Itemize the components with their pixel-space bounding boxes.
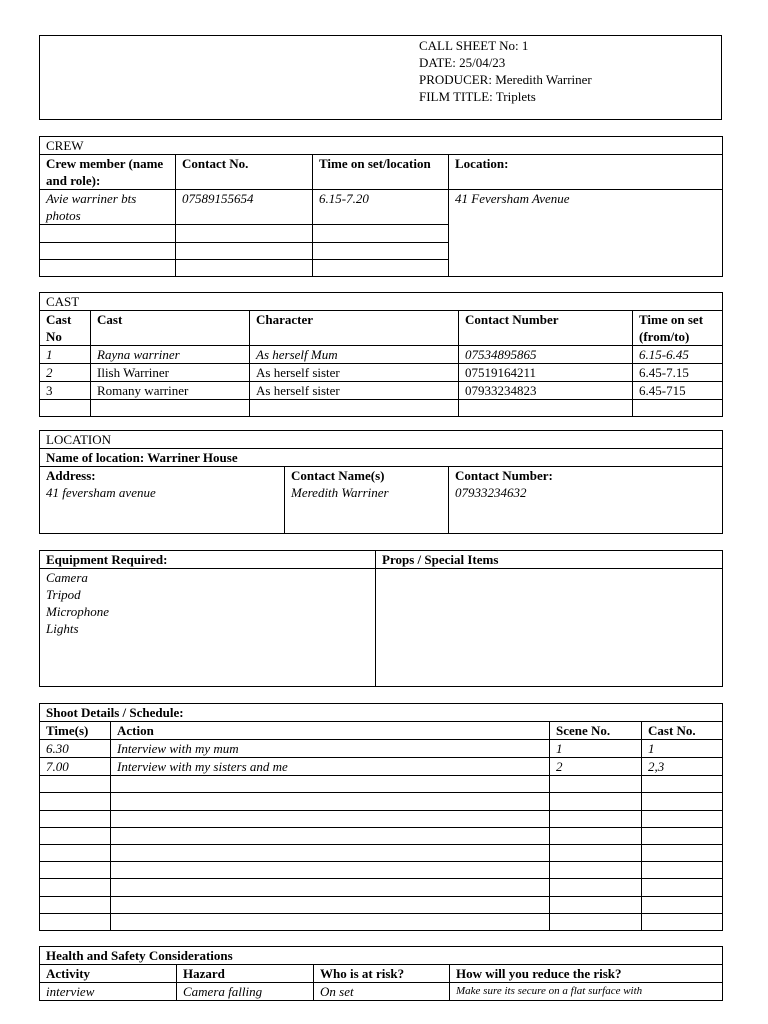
health-col-reduce: How will you reduce the risk? bbox=[450, 965, 723, 983]
schedule-time[interactable]: 7.00 bbox=[40, 758, 111, 776]
cast-empty-cell[interactable] bbox=[459, 400, 633, 417]
cast-col-no: Cast No bbox=[40, 311, 91, 346]
health-activity[interactable]: interview bbox=[40, 983, 177, 1001]
film-title: FILM TITLE: Triplets bbox=[419, 89, 536, 104]
schedule-empty-cell[interactable] bbox=[550, 776, 642, 793]
schedule-empty-cell[interactable] bbox=[550, 879, 642, 897]
schedule-title: Shoot Details / Schedule: bbox=[40, 704, 723, 722]
schedule-empty-cell[interactable] bbox=[642, 897, 723, 914]
schedule-empty-cell[interactable] bbox=[642, 828, 723, 845]
schedule-empty-cell[interactable] bbox=[550, 793, 642, 811]
date: DATE: 25/04/23 bbox=[419, 55, 506, 70]
health-title: Health and Safety Considerations bbox=[40, 947, 723, 965]
schedule-empty-cell[interactable] bbox=[40, 914, 111, 931]
schedule-empty-cell[interactable] bbox=[40, 828, 111, 845]
crew-col-member: Crew member (name and role): bbox=[40, 155, 176, 190]
cast-no[interactable]: 3 bbox=[40, 382, 91, 400]
cast-name[interactable]: Rayna warriner bbox=[91, 346, 250, 364]
contact-name-label: Contact Name(s) bbox=[291, 468, 385, 483]
crew-location[interactable]: 41 Feversham Avenue bbox=[449, 190, 723, 277]
producer: PRODUCER: Meredith Warriner bbox=[419, 72, 592, 87]
crew-empty-cell[interactable] bbox=[313, 225, 449, 243]
schedule-empty-cell[interactable] bbox=[642, 776, 723, 793]
crew-title: CREW bbox=[40, 137, 723, 155]
health-safety-table bbox=[39, 946, 723, 1001]
cast-empty-cell[interactable] bbox=[633, 400, 723, 417]
schedule-empty-cell[interactable] bbox=[111, 776, 550, 793]
crew-time[interactable]: 6.15-7.20 bbox=[313, 190, 449, 225]
cast-character[interactable]: As herself sister bbox=[250, 382, 459, 400]
health-who[interactable]: On set bbox=[314, 983, 450, 1001]
schedule-empty-cell[interactable] bbox=[550, 914, 642, 931]
schedule-empty-cell[interactable] bbox=[642, 845, 723, 862]
cast-character[interactable]: As herself Mum bbox=[250, 346, 459, 364]
health-reduce[interactable]: Make sure its secure on a flat surface with bbox=[450, 983, 723, 1001]
equipment-item: Lights bbox=[46, 621, 79, 636]
cast-time[interactable]: 6.15-6.45 bbox=[633, 346, 723, 364]
location-table bbox=[39, 430, 723, 534]
schedule-empty-cell[interactable] bbox=[111, 811, 550, 828]
schedule-empty-cell[interactable] bbox=[642, 862, 723, 879]
crew-empty-cell[interactable] bbox=[176, 260, 313, 277]
address-label: Address: bbox=[46, 468, 96, 483]
health-col-activity: Activity bbox=[40, 965, 177, 983]
equipment-list[interactable] bbox=[40, 569, 376, 687]
schedule-empty-cell[interactable] bbox=[111, 897, 550, 914]
location-name[interactable]: Name of location: Warriner House bbox=[40, 449, 723, 467]
schedule-empty-cell[interactable] bbox=[40, 811, 111, 828]
equipment-table bbox=[39, 550, 723, 687]
schedule-empty-cell[interactable] bbox=[40, 862, 111, 879]
schedule-cast[interactable]: 2,3 bbox=[642, 758, 723, 776]
crew-empty-cell[interactable] bbox=[176, 225, 313, 243]
crew-empty-cell[interactable] bbox=[313, 260, 449, 277]
schedule-empty-cell[interactable] bbox=[111, 862, 550, 879]
crew-contact[interactable]: 07589155654 bbox=[176, 190, 313, 225]
location-contact-number-cell[interactable] bbox=[449, 467, 723, 534]
crew-table bbox=[39, 136, 723, 277]
schedule-table bbox=[39, 703, 723, 931]
cast-name[interactable]: Romany warriner bbox=[91, 382, 250, 400]
cast-col-contact: Contact Number bbox=[459, 311, 633, 346]
crew-empty-cell[interactable] bbox=[40, 243, 176, 260]
schedule-col-action: Action bbox=[111, 722, 550, 740]
schedule-empty-cell[interactable] bbox=[40, 845, 111, 862]
location-contact-name-cell[interactable] bbox=[285, 467, 449, 534]
cast-contact[interactable]: 07933234823 bbox=[459, 382, 633, 400]
schedule-empty-cell[interactable] bbox=[40, 793, 111, 811]
schedule-empty-cell[interactable] bbox=[40, 897, 111, 914]
cast-time[interactable]: 6.45-7.15 bbox=[633, 364, 723, 382]
schedule-empty-cell[interactable] bbox=[642, 793, 723, 811]
cast-no[interactable]: 1 bbox=[40, 346, 91, 364]
schedule-empty-cell[interactable] bbox=[40, 879, 111, 897]
location-title: LOCATION bbox=[40, 431, 723, 449]
contact-name-value: Meredith Warriner bbox=[291, 485, 389, 500]
schedule-empty-cell[interactable] bbox=[550, 828, 642, 845]
schedule-col-time: Time(s) bbox=[40, 722, 111, 740]
schedule-empty-cell[interactable] bbox=[111, 879, 550, 897]
schedule-action[interactable]: Interview with my sisters and me bbox=[111, 758, 550, 776]
contact-number-value: 07933234632 bbox=[455, 485, 527, 500]
schedule-empty-cell[interactable] bbox=[111, 793, 550, 811]
cast-col-character: Character bbox=[250, 311, 459, 346]
header-box bbox=[39, 35, 722, 120]
cast-time[interactable]: 6.45-715 bbox=[633, 382, 723, 400]
schedule-empty-cell[interactable] bbox=[40, 776, 111, 793]
crew-empty-cell[interactable] bbox=[176, 243, 313, 260]
cast-table bbox=[39, 292, 723, 417]
address-value: 41 feversham avenue bbox=[46, 485, 156, 500]
cast-col-cast: Cast bbox=[91, 311, 250, 346]
cast-title: CAST bbox=[40, 293, 723, 311]
schedule-empty-cell[interactable] bbox=[111, 914, 550, 931]
schedule-action[interactable]: Interview with my mum bbox=[111, 740, 550, 758]
equipment-item: Microphone bbox=[46, 604, 110, 619]
props-title: Props / Special Items bbox=[376, 551, 723, 569]
equipment-item: Camera bbox=[46, 570, 88, 585]
equipment-item: Tripod bbox=[46, 587, 81, 602]
schedule-empty-cell[interactable] bbox=[550, 845, 642, 862]
cast-no[interactable]: 2 bbox=[40, 364, 91, 382]
schedule-col-cast: Cast No. bbox=[642, 722, 723, 740]
schedule-empty-cell[interactable] bbox=[642, 879, 723, 897]
crew-col-contact: Contact No. bbox=[176, 155, 313, 190]
schedule-empty-cell[interactable] bbox=[642, 914, 723, 931]
schedule-empty-cell[interactable] bbox=[642, 811, 723, 828]
health-col-who: Who is at risk? bbox=[314, 965, 450, 983]
crew-col-location: Location: bbox=[449, 155, 723, 190]
call-sheet-number: CALL SHEET No: 1 bbox=[419, 38, 529, 53]
schedule-cast[interactable]: 1 bbox=[642, 740, 723, 758]
cast-empty-cell[interactable] bbox=[40, 400, 91, 417]
health-col-hazard: Hazard bbox=[177, 965, 314, 983]
cast-contact[interactable]: 07519164211 bbox=[459, 364, 633, 382]
health-hazard[interactable]: Camera falling bbox=[177, 983, 314, 1001]
crew-empty-cell[interactable] bbox=[40, 225, 176, 243]
props-list[interactable] bbox=[376, 569, 723, 687]
schedule-empty-cell[interactable] bbox=[550, 862, 642, 879]
schedule-scene[interactable]: 1 bbox=[550, 740, 642, 758]
cast-empty-cell[interactable] bbox=[91, 400, 250, 417]
crew-empty-cell[interactable] bbox=[40, 260, 176, 277]
schedule-time[interactable]: 6.30 bbox=[40, 740, 111, 758]
schedule-empty-cell[interactable] bbox=[550, 811, 642, 828]
schedule-scene[interactable]: 2 bbox=[550, 758, 642, 776]
cast-contact[interactable]: 07534895865 bbox=[459, 346, 633, 364]
crew-empty-cell[interactable] bbox=[313, 243, 449, 260]
contact-number-label: Contact Number: bbox=[455, 468, 553, 483]
cast-character[interactable]: As herself sister bbox=[250, 364, 459, 382]
cast-col-time: Time on set (from/to) bbox=[633, 311, 723, 346]
schedule-empty-cell[interactable] bbox=[550, 897, 642, 914]
cast-empty-cell[interactable] bbox=[250, 400, 459, 417]
schedule-col-scene: Scene No. bbox=[550, 722, 642, 740]
location-address-cell[interactable] bbox=[40, 467, 285, 534]
equipment-title: Equipment Required: bbox=[40, 551, 376, 569]
cast-name[interactable]: Ilish Warriner bbox=[91, 364, 250, 382]
schedule-empty-cell[interactable] bbox=[111, 828, 550, 845]
schedule-empty-cell[interactable] bbox=[111, 845, 550, 862]
crew-col-time: Time on set/location bbox=[313, 155, 449, 190]
crew-member-name[interactable]: Avie warriner bts photos bbox=[40, 190, 176, 225]
